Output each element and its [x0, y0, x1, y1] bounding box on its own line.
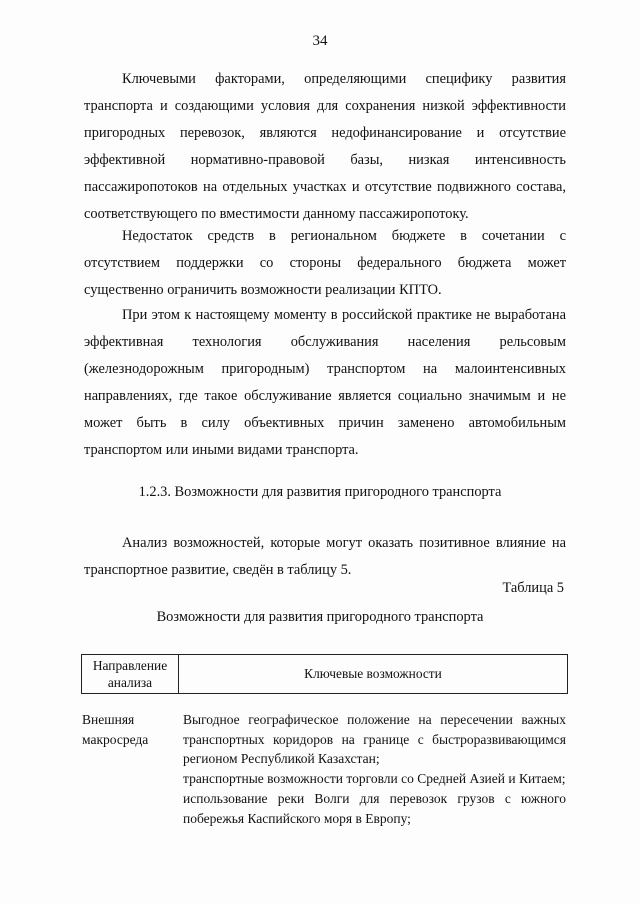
table-row-direction: Внешняя макросреда — [82, 712, 149, 747]
table-row-item: транспортные возможности торговли со Средней Азией и Китаем; — [183, 771, 566, 787]
paragraph-analysis-intro: Анализ возможностей, которые могут оказать позитивное влияние на транспортное развитие, сведён в таблицу 5. — [84, 535, 566, 578]
paragraph-rail-technology: При этом к настоящему моменту в российской практике не выработана эффективная технология обслуживания населения рельсовым (железнодорожным пригородным) транспортом на малоинтенсивных направлениях, где такое обслуживание является социально значимым и не может быть в силу объективных причин заменено автомобильным транспортом или иными видами транспорта. — [84, 307, 566, 458]
paragraph-budget-shortage: Недостаток средств в региональном бюджете в сочетании с отсутствием поддержки со стороны федерального бюджета может существенно ограничить возможности реализации КПТО. — [84, 228, 566, 298]
table-title: Возможности для развития пригородного транспорта — [156, 609, 484, 625]
table-header-direction: Направление анализа — [82, 655, 179, 693]
table-row-item: Выгодное географическое положение на пересечении важных транспортных коридоров на границе с быстроразвивающимся регионом Республикой Казахстан; — [183, 712, 566, 767]
paragraph-key-factors: Ключевыми факторами, определяющими специфику развития транспорта и создающими условия для сохранения низкой эффективности пригородных перевозок, являются недофинансирование и отсутствие эффективной нормативно-правовой базы, низкая интенсивность пассажиропотоков на отдельных участках и отсутствие подвижного состава, соответствующего по вместимости данному пассажиропотоку. — [84, 71, 566, 222]
table-row-content — [183, 710, 566, 828]
table-label: Таблица 5 — [502, 580, 564, 596]
table-header-key-opportunities: Ключевые возможности — [304, 666, 442, 681]
section-heading: 1.2.3. Возможности для развития пригородного транспорта — [138, 484, 502, 500]
table-row-item: использование реки Волги для перевозок грузов с южного побережья Каспийского моря в Европу; — [183, 790, 566, 826]
page-number: 34 — [312, 33, 328, 49]
table-header — [81, 654, 568, 694]
